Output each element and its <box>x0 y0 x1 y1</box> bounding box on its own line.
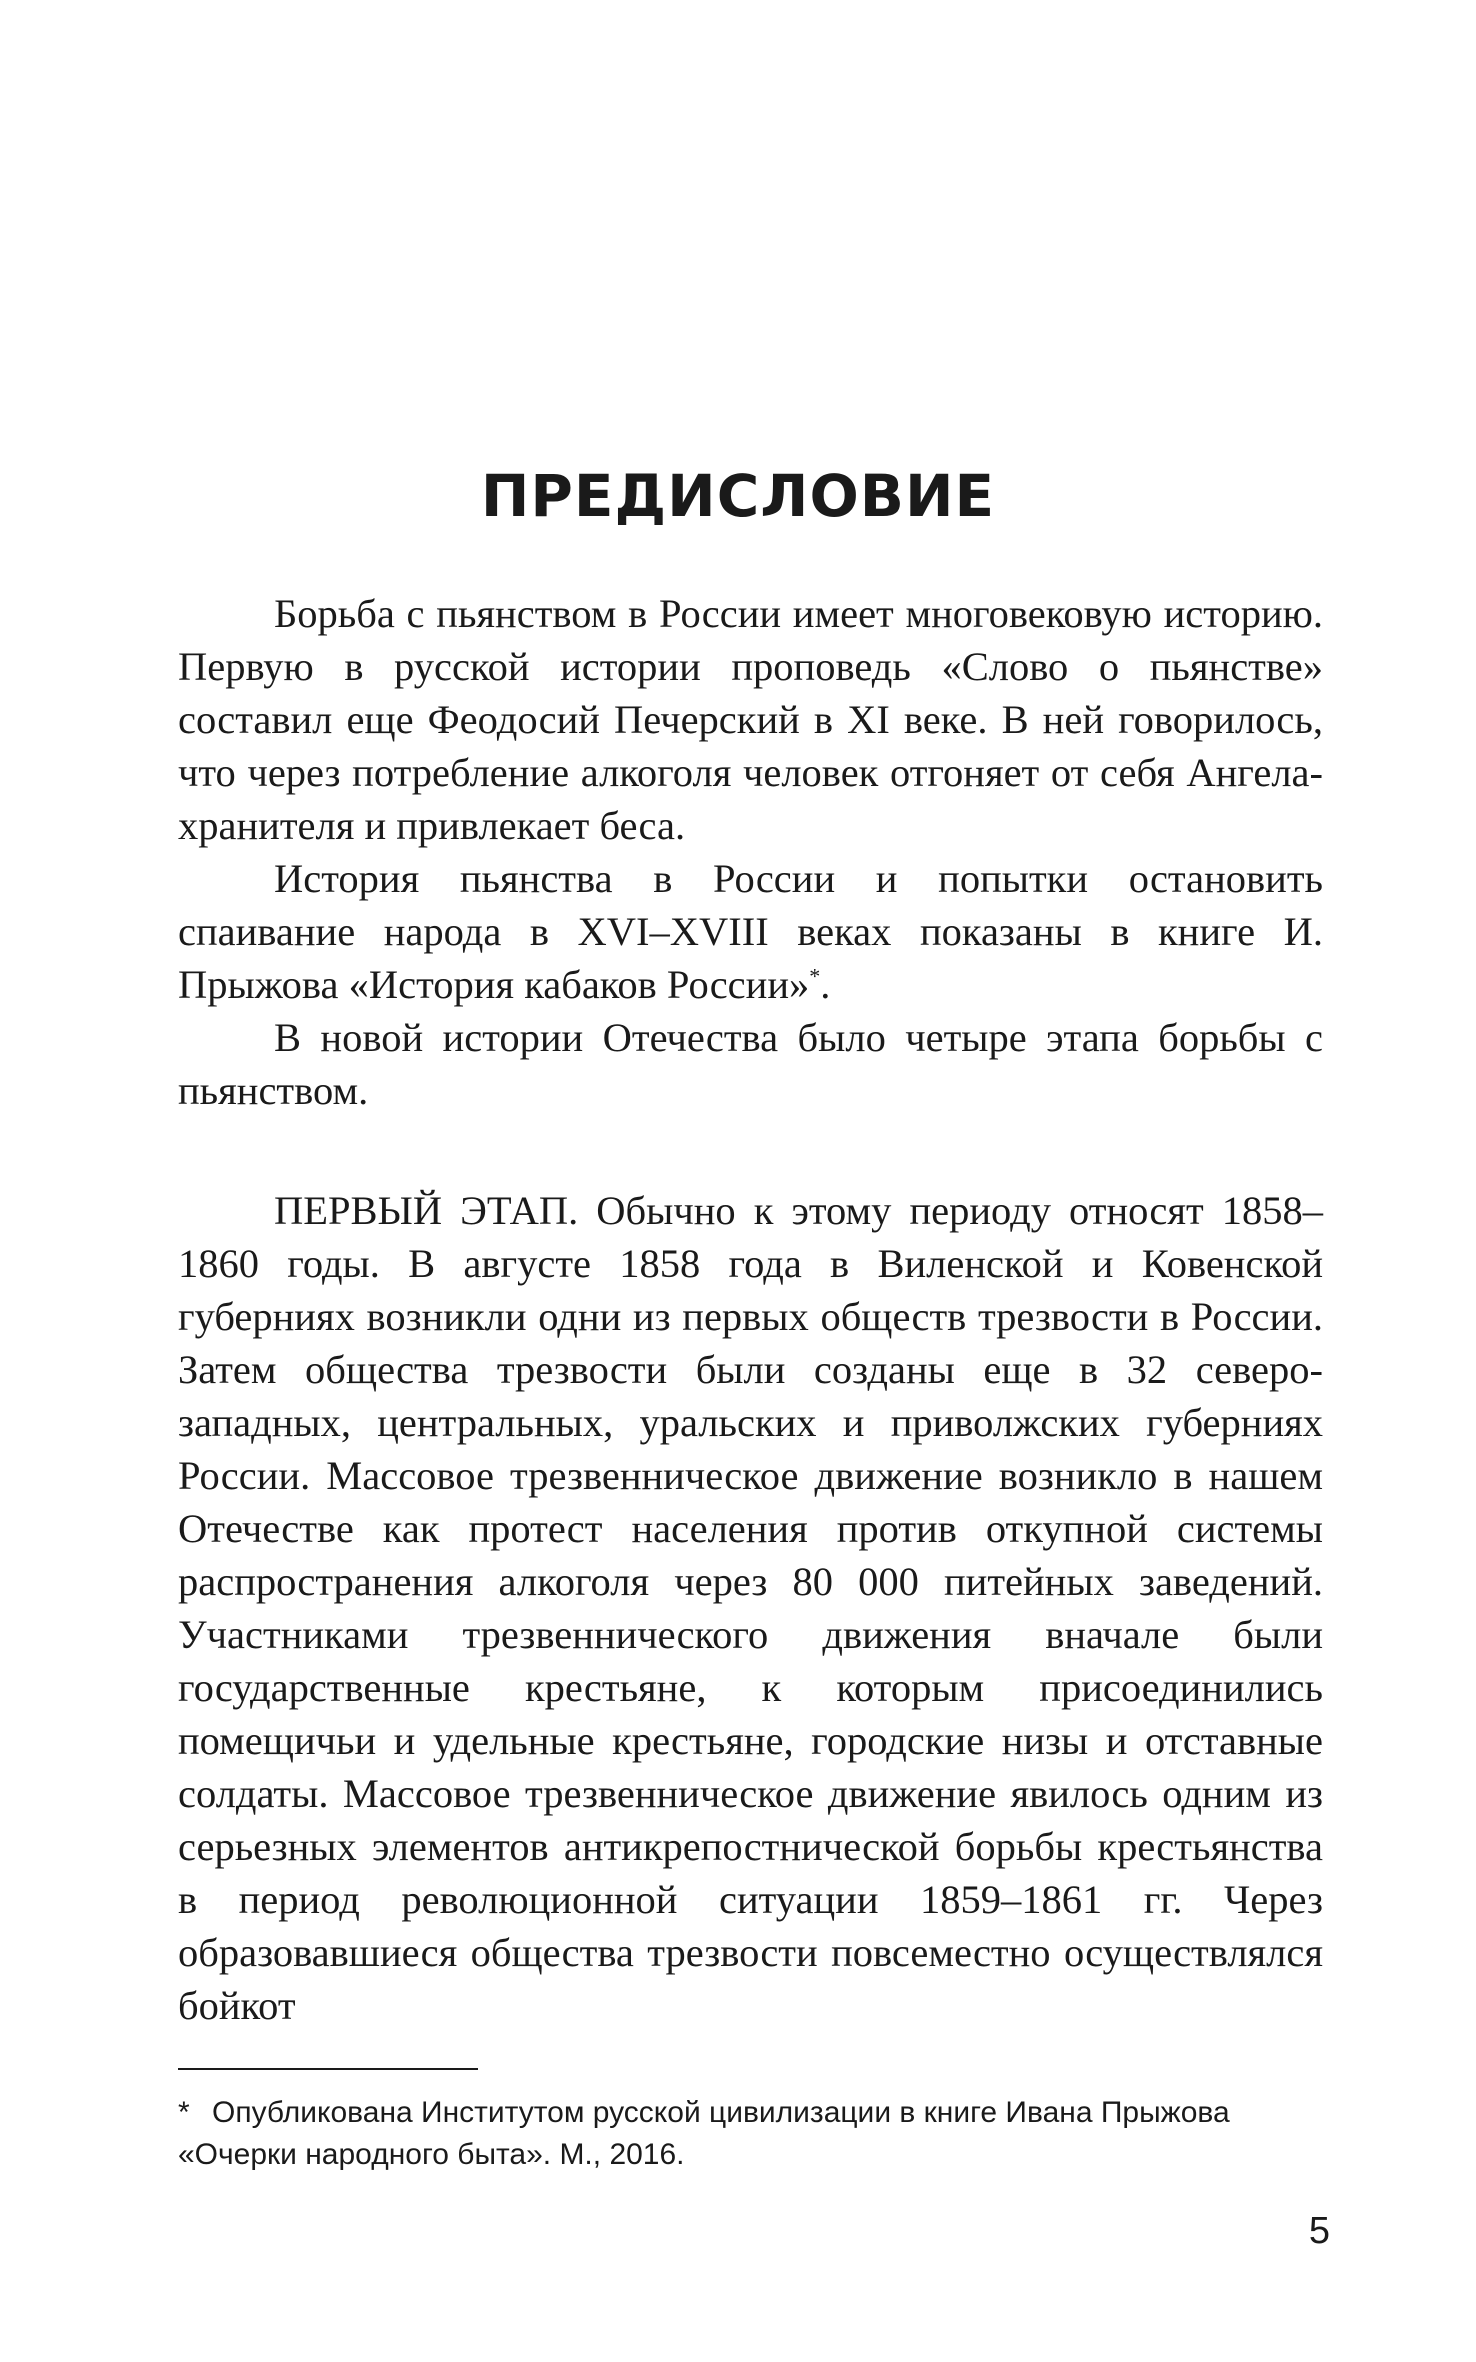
paragraph-2-end: . <box>820 962 831 1007</box>
footnote-ref-mark: * <box>809 963 821 989</box>
paragraph-1: Борьба с пьянством в России имеет многовековую историю. Первую в русской истории проповедь «Слово о пьянстве» составил еще Феодосий Печерский в XI веке. В ней говорилось, что через потребление алкоголя человек отгоняет от себя Ангела-хранителя и привлекает беса. <box>178 591 1323 848</box>
footnote-line-1: Опубликована Институтом русской цивилизации в книге Ивана Прыжова <box>212 2096 1230 2129</box>
paragraph-2 <box>178 852 1323 1011</box>
footnote <box>178 2092 1328 2176</box>
footnote-line-2: «Очерки народного быта». М., 2016. <box>178 2138 685 2171</box>
paragraph-2-text: История пьянства в России и попытки остановить спаивание народа в XVI–XVIII веках показаны в книге И. Прыжова «История кабаков России» <box>178 856 1323 1007</box>
page-title: ПРЕДИСЛОВИЕ <box>480 462 996 530</box>
footnote-mark: * <box>178 2096 190 2129</box>
footnote-divider <box>178 2068 478 2070</box>
paragraph-3: В новой истории Отечества было четыре этапа борьбы с пьянством. <box>178 1015 1323 1113</box>
paragraph-first-stage: ПЕРВЫЙ ЭТАП. Обычно к этому периоду относят 1858–1860 годы. В августе 1858 года в Виленской и Ковенской губерниях возникли одни из первых обществ трезвости в России. Затем общества трезвости были созданы еще в 32 северо-западных, центральных, уральских и приволжских губерниях России. Массовое трезвенническое движение возникло в нашем Отечестве как протест населения против откупной системы распространения алкоголя через 80 000 питейных заведений. Участниками трезвеннического движения вначале были государственные крестьяне, к которым присоединились помещичьи и удельные крестьяне, городские низы и отставные солдаты. Массовое трезвенническое движение явилось одним из серьезных элементов антикрепостнической борьбы крестьянства в период революционной ситуации 1859–1861 гг. Через образовавшиеся общества трезвости повсеместно осуществлялся бойкот <box>178 1188 1323 2028</box>
page-number: 5 <box>1308 2210 1330 2252</box>
intro-section <box>178 587 1323 1117</box>
first-stage-section <box>178 1184 1323 2032</box>
